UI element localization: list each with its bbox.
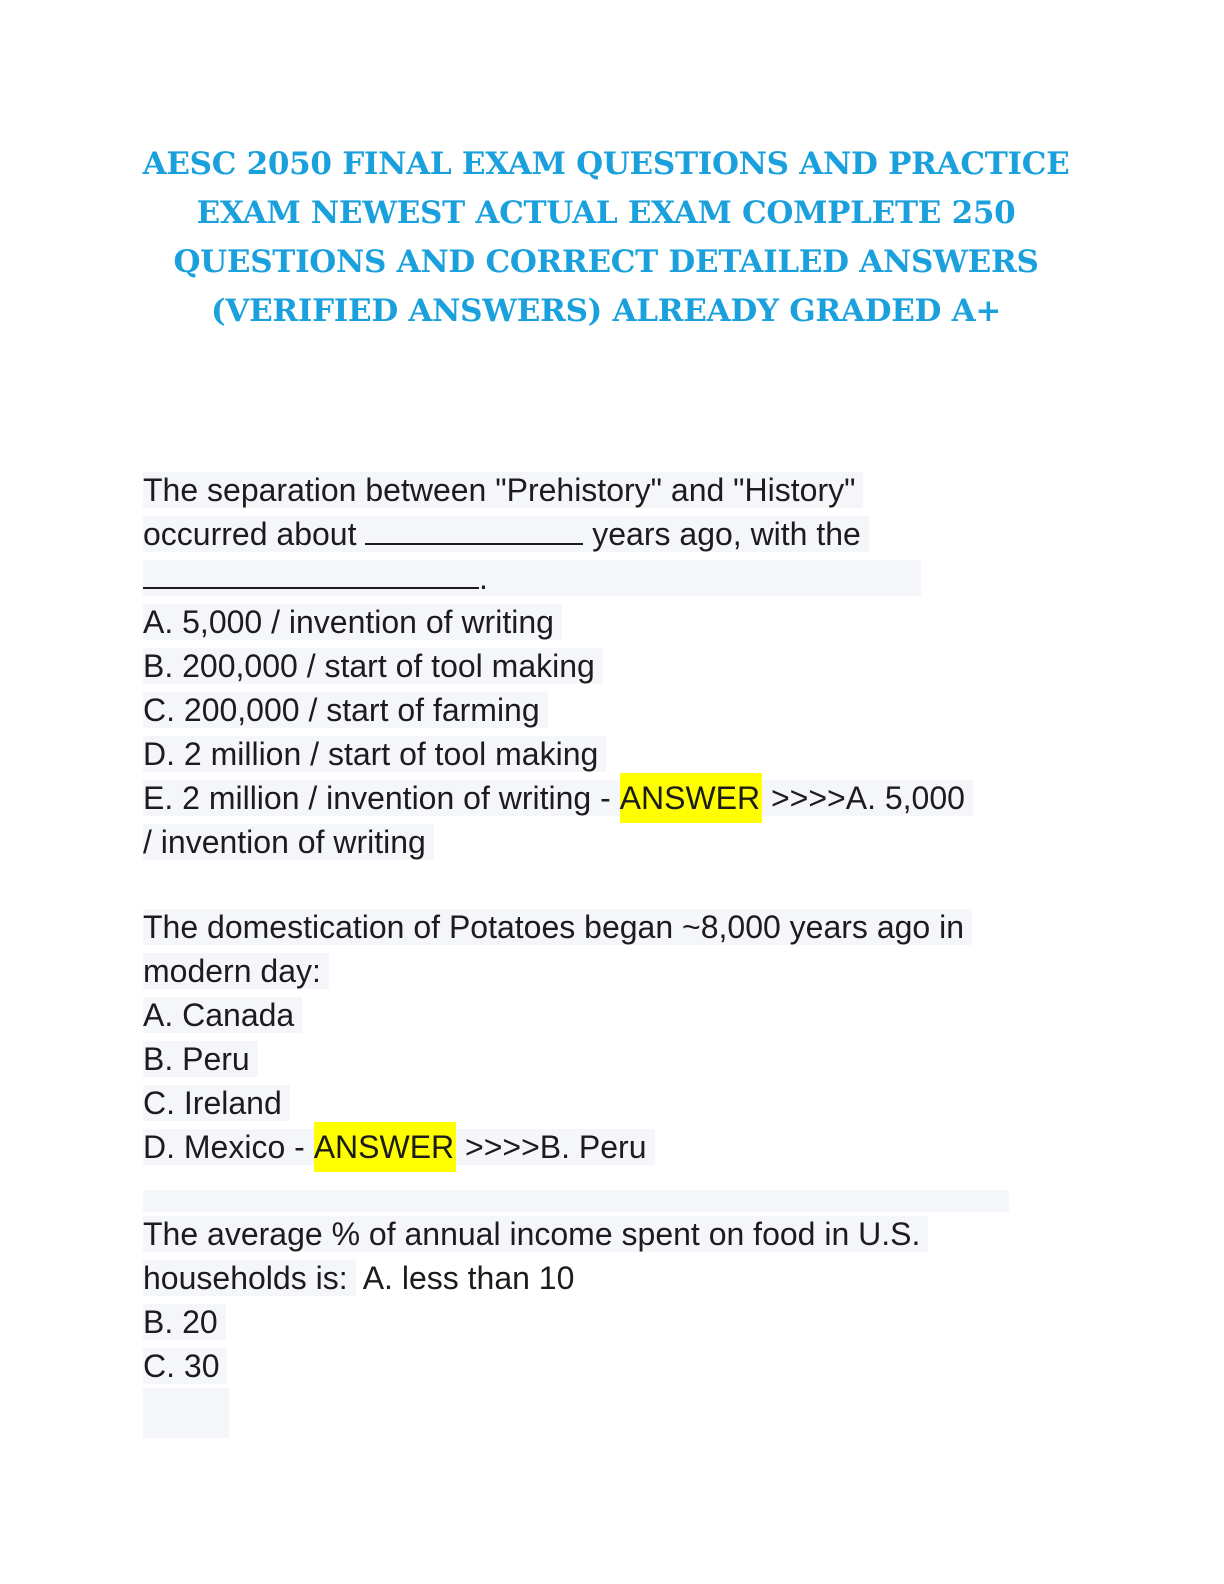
document-title [100,140,1112,336]
answer-option: C. 30 [143,1348,227,1384]
answer-option: B. 200,000 / start of tool making [143,648,603,684]
title-line: QUESTIONS AND CORRECT DETAILED ANSWERS [173,244,1039,280]
question-stem: years ago, with the [592,516,861,552]
question-stem: The separation between "Prehistory" and "History" [143,472,863,508]
question-stem: occurred about [143,516,357,552]
answer-option: A. less than 10 [362,1260,575,1296]
question-stem: . [479,560,488,596]
answer-option: B. Peru [143,1041,258,1077]
answer-highlight: ANSWER [620,773,762,823]
answer-option: B. 20 [143,1304,226,1340]
fill-in-blank [143,561,479,589]
title-line: EXAM NEWEST ACTUAL EXAM COMPLETE 250 [196,195,1016,231]
title-line: (VERIFIED ANSWERS) ALREADY GRADED A+ [210,293,1002,329]
answer-text: >>>>A. 5,000 [770,780,965,816]
answer-option: A. Canada [143,997,302,1033]
question-stem: The domestication of Potatoes began ~8,000 years ago in [143,909,972,945]
question-stem: households is: [143,1260,348,1296]
shaded-gap [143,1190,1009,1212]
answer-text: >>>>B. Peru [465,1129,647,1165]
answer-option: C. 200,000 / start of farming [143,692,548,728]
answer-option: A. 5,000 / invention of writing [143,604,562,640]
answer-text: / invention of writing [143,824,434,860]
title-line: AESC 2050 FINAL EXAM QUESTIONS AND PRACTICE [142,146,1070,182]
answer-option: C. Ireland [143,1085,290,1121]
question-stem: The average % of annual income spent on food in U.S. [143,1216,928,1252]
question-2 [143,905,972,1169]
question-1 [143,468,973,864]
answer-option: D. Mexico - [143,1129,305,1165]
question-3 [143,1212,928,1388]
question-stem: modern day: [143,953,329,989]
answer-highlight: ANSWER [314,1122,456,1172]
fill-in-blank [365,517,583,545]
answer-option: D. 2 million / start of tool making [143,736,606,772]
answer-option: E. 2 million / invention of writing - [143,780,611,816]
shaded-tail [143,1388,229,1438]
